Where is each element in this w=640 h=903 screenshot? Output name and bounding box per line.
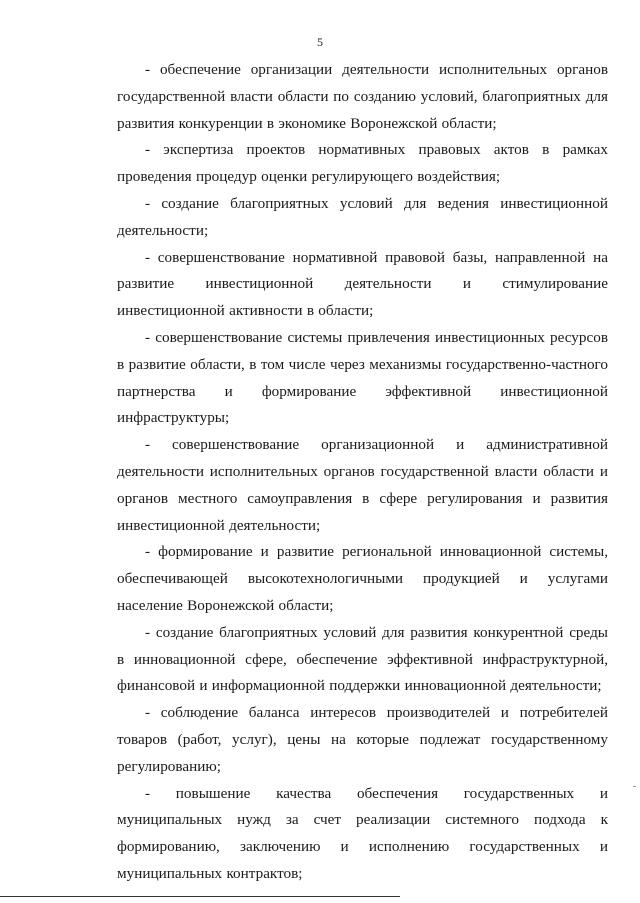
paragraph: - повышение качества обеспечения государственных и муниципальных нужд за счет реализации системного подхода к формированию, заключению и исполнению государственных и муниципальных контрактов; bbox=[117, 784, 608, 882]
paragraph: - обеспечение организации деятельности исполнительных органов государственной власти области по созданию условий, благоприятных для развития конкуренции в экономике Воронежской области; bbox=[117, 61, 608, 132]
paragraph: - формирование и развитие региональной инновационной системы, обеспечивающей высокотехнологичными продукцией и услугами население Воронежской области; bbox=[117, 543, 608, 614]
scan-artifact bbox=[633, 786, 636, 787]
paragraph: - экспертиза проектов нормативных правовых актов в рамках проведения процедур оценки регулирующего воздействия; bbox=[117, 141, 608, 186]
paragraph: - создание благоприятных условий для ведения инвестиционной деятельности; bbox=[117, 194, 608, 239]
scan-edge-line bbox=[0, 896, 400, 897]
page-number: 5 bbox=[317, 35, 323, 49]
paragraph: - создание благоприятных условий для развития конкурентной среды в инновационной сфере, обеспечение эффективной инфраструктурной, финансовой и информационной поддержки инновационной деятельности; bbox=[117, 623, 608, 695]
paragraph: - совершенствование системы привлечения инвестиционных ресурсов в развитие области, в том числе через механизмы государственно-частного партнерства и формирование эффективной инвестиционной инфраструктуры; bbox=[117, 328, 608, 427]
paragraph: - совершенствование нормативной правовой базы, направленной на развитие инвестиционной деятельности и стимулирование инвестиционной активности в области; bbox=[117, 248, 608, 320]
document-body bbox=[117, 57, 608, 888]
paragraph: - совершенствование организационной и административной деятельности исполнительных органов государственной власти области и органов местного самоуправления в сфере регулирования и развития инвестиционной деятельности; bbox=[117, 436, 608, 534]
paragraph: - соблюдение баланса интересов производителей и потребителей товаров (работ, услуг), цены на которые подлежат государственному регулированию; bbox=[117, 704, 608, 775]
